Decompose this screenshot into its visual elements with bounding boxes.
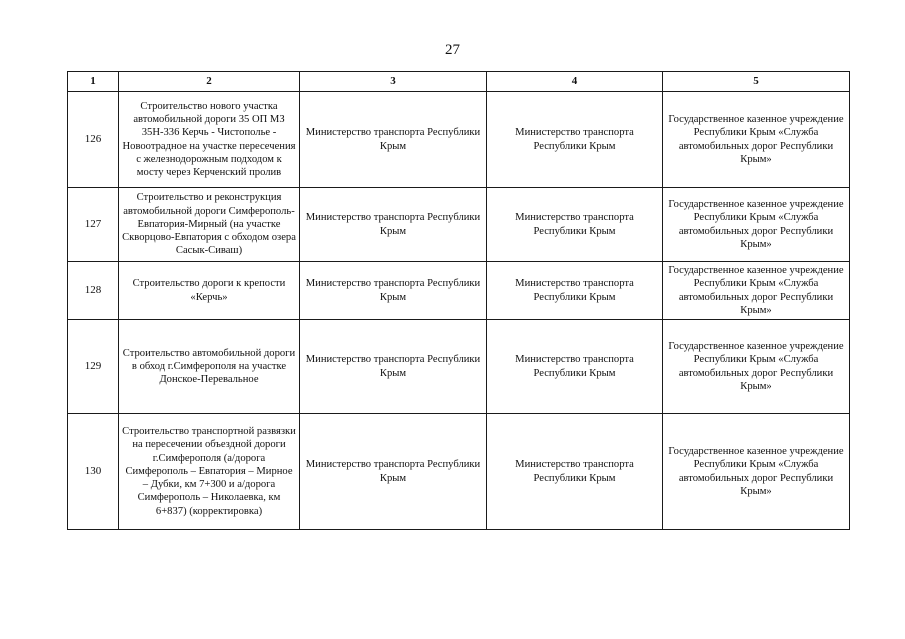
responsible-body-cell: Министерство транспорта Республики Крым — [300, 92, 487, 188]
developer-cell: Государственное казенное учреждение Республики Крым «Служба автомобильных дорог Республики Крым» — [663, 262, 850, 320]
row-number: 128 — [68, 262, 119, 320]
table-header-row — [68, 72, 850, 92]
developer-cell: Государственное казенное учреждение Республики Крым «Служба автомобильных дорог Республики Крым» — [663, 320, 850, 414]
responsible-body-cell: Министерство транспорта Республики Крым — [300, 262, 487, 320]
table-row — [68, 188, 850, 262]
page-number: 27 — [445, 42, 460, 58]
column-header: 4 — [487, 72, 663, 92]
customer-cell: Министерство транспорта Республики Крым — [487, 320, 663, 414]
project-name-cell: Строительство дороги к крепости «Керчь» — [119, 262, 300, 320]
table-row — [68, 414, 850, 530]
project-name-cell: Строительство автомобильной дороги в обход г.Симферополя на участке Донское-Перевальное — [119, 320, 300, 414]
projects-table — [67, 71, 850, 530]
customer-cell: Министерство транспорта Республики Крым — [487, 414, 663, 530]
column-header: 3 — [300, 72, 487, 92]
table-row — [68, 320, 850, 414]
customer-cell: Министерство транспорта Республики Крым — [487, 188, 663, 262]
row-number: 129 — [68, 320, 119, 414]
customer-cell: Министерство транспорта Республики Крым — [487, 92, 663, 188]
table-row — [68, 92, 850, 188]
table-row — [68, 262, 850, 320]
customer-cell: Министерство транспорта Республики Крым — [487, 262, 663, 320]
responsible-body-cell: Министерство транспорта Республики Крым — [300, 320, 487, 414]
developer-cell: Государственное казенное учреждение Республики Крым «Служба автомобильных дорог Республики Крым» — [663, 188, 850, 262]
responsible-body-cell: Министерство транспорта Республики Крым — [300, 414, 487, 530]
responsible-body-cell: Министерство транспорта Республики Крым — [300, 188, 487, 262]
row-number: 127 — [68, 188, 119, 262]
project-name-cell: Строительство транспортной развязки на пересечении объездной дороги г.Симферополя (а/дорога Симферополь – Евпатория – Мирное – Дубки, км 7+300 и а/дорога Симферополь – Николаевка, км 6+837) (корректировка) — [119, 414, 300, 530]
developer-cell: Государственное казенное учреждение Республики Крым «Служба автомобильных дорог Республики Крым» — [663, 414, 850, 530]
project-name-cell: Строительство и реконструкция автомобильной дороги Симферополь-Евпатория-Мирный (на участке Скворцово-Евпатория с обходом озера Сасык-Сиваш) — [119, 188, 300, 262]
column-header: 2 — [119, 72, 300, 92]
column-header: 5 — [663, 72, 850, 92]
project-name-cell: Строительство нового участка автомобильной дороги 35 ОП МЗ 35Н-336 Керчь - Чистополье - Новоотрадное на участке пересечения с железнодорожным подходом к мосту через Керченский пролив — [119, 92, 300, 188]
column-header: 1 — [68, 72, 119, 92]
developer-cell: Государственное казенное учреждение Республики Крым «Служба автомобильных дорог Республики Крым» — [663, 92, 850, 188]
row-number: 130 — [68, 414, 119, 530]
row-number: 126 — [68, 92, 119, 188]
